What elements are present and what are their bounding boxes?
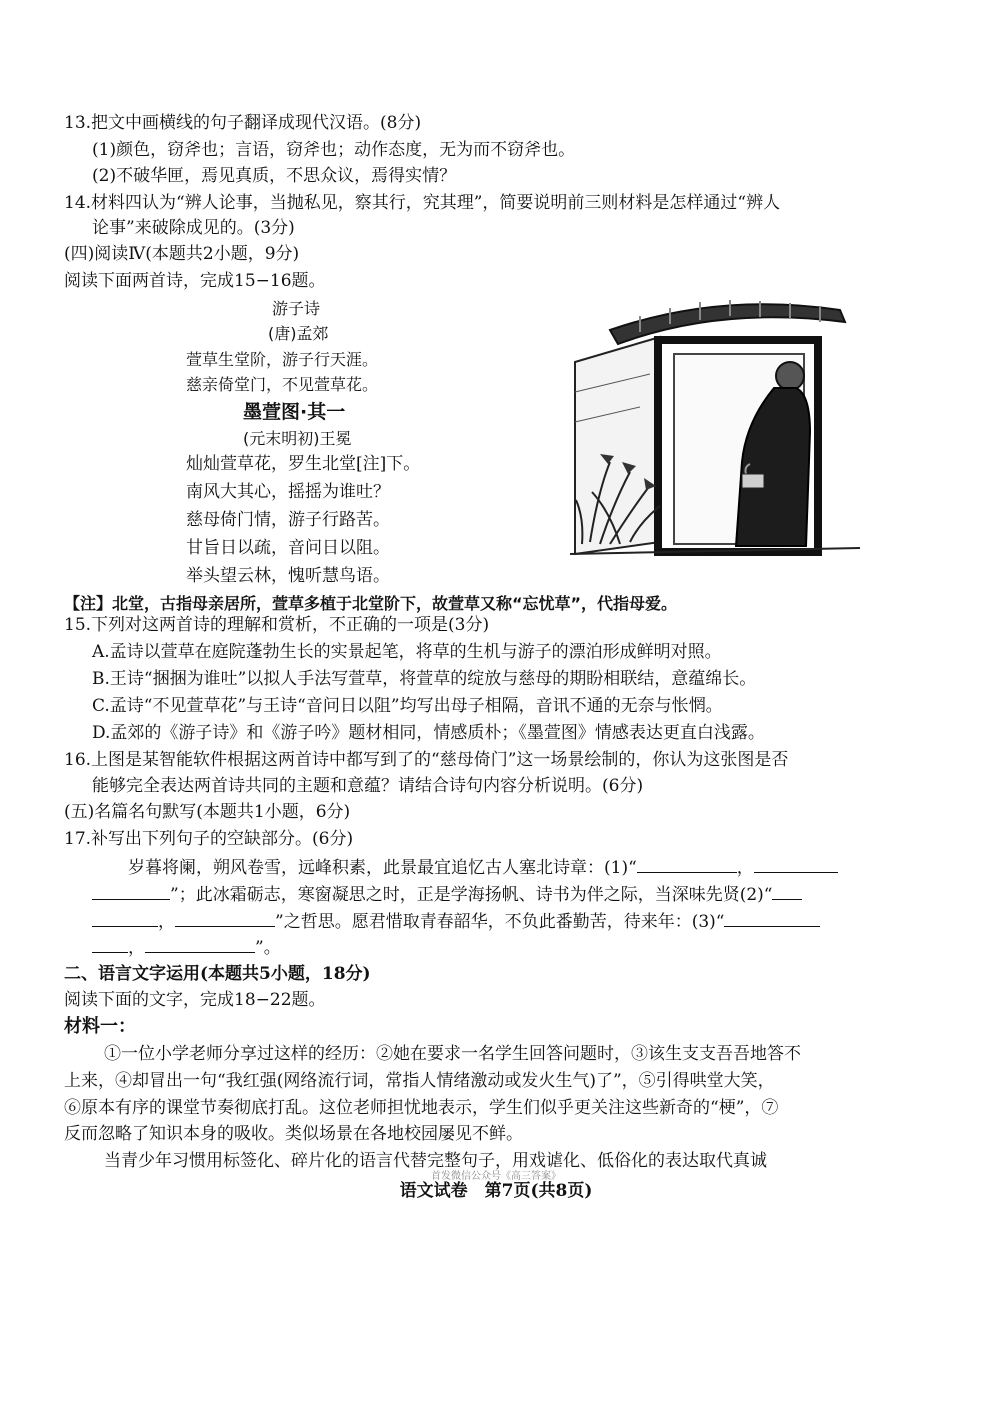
blank-2a-start[interactable] [772, 883, 802, 900]
poem1-author: (唐)孟郊 [268, 324, 329, 343]
q16-line-1: 16.上图是某智能软件根据这两首诗中都写到了的“慈母倚门”这一场景绘制的，你认为这张图是否 [64, 750, 789, 770]
material1-p1-line-3: ⑥原本有序的课堂节奏彻底打乱。这位老师担忧地表示，学生们似乎更关注这些新奇的“梗”，⑦ [64, 1098, 779, 1118]
q17-stem: 17.补写出下列句子的空缺部分。(6分) [64, 829, 354, 849]
q17-comma-3: ， [128, 938, 145, 958]
material1-p2-line-1: 当青少年习惯用标签化、碎片化的语言代替完整句子，用戏谑化、低俗化的表达取代真诚 [104, 1151, 767, 1171]
poem2-title: 墨萱图·其一 [243, 401, 346, 423]
q17-text-1: 岁暮将阑，朔风卷雪，远峰积素，此景最宜追忆古人塞北诗章：(1)“ [128, 858, 637, 878]
q15-stem: 15.下列对这两首诗的理解和赏析，不正确的一项是(3分) [64, 615, 490, 635]
material1-p1-line-2: 上来，④却冒出一句“我红强(网络流行词，常指人情绪激动或发火生气)了”，⑤引得哄堂大笑， [64, 1071, 775, 1091]
q17-line-1 [128, 856, 838, 879]
blank-1b-start[interactable] [754, 856, 838, 873]
q17-text-3: ”之哲思。愿君惜取青春韶华，不负此番勤苦，待来年：(3)“ [275, 912, 725, 932]
poem1-line-1: 萱草生堂阶，游子行天涯。 [186, 350, 379, 369]
poem1-line-2: 慈亲倚堂门，不见萱草花。 [186, 375, 379, 394]
blank-3a-start[interactable] [724, 910, 820, 927]
poem2-line-1: 灿灿萱草花，罗生北堂[注]下。 [186, 454, 421, 474]
blank-2a-end[interactable] [92, 910, 158, 927]
blank-3b[interactable] [145, 936, 255, 953]
part5-header: (五)名篇名句默写(本题共1小题，6分) [64, 802, 351, 822]
q17-line-3 [92, 910, 820, 933]
part4-header: (四)阅读Ⅳ(本题共2小题，9分) [64, 244, 300, 264]
poem2-line-4: 甘旨日以疏，音问日以阻。 [186, 538, 390, 558]
q17-comma-1: ， [736, 858, 754, 878]
q13-stem: 13.把文中画横线的句子翻译成现代汉语。(8分) [64, 113, 422, 133]
q17-text-2: ”；此冰霜砺志，寒窗凝思之时，正是学海扬帆、诗书为伴之际，当深味先贤(2)“ [170, 885, 773, 905]
poem2-line-2: 南风大其心，摇摇为谁吐？ [186, 482, 390, 502]
q15-option-b: B.王诗“捆捆为谁吐”以拟人手法写萱草，将萱草的绽放与慈母的期盼相联结，意蕴绵长。 [92, 669, 757, 689]
q17-line-2 [92, 883, 802, 906]
q13-sentence-1: (1)颜色，窃斧也；言语，窃斧也；动作态度，无为而不窃斧也。 [92, 140, 576, 160]
q13-sentence-2: (2)不破华匣，焉见真质，不思众议，焉得实情？ [92, 166, 457, 186]
poem2-line-5: 举头望云林，愧听慧鸟语。 [186, 566, 390, 586]
poem1-title: 游子诗 [272, 299, 321, 318]
q17-line-4 [92, 936, 281, 959]
q14-line-1: 14.材料四认为“辨人论事，当抛私见，察其行，究其理”，简要说明前三则材料是怎样通过“辨人 [64, 193, 781, 213]
q14-line-2: 论事”来破除成见的。(3分) [92, 218, 295, 238]
blank-1a[interactable] [637, 856, 737, 873]
blank-2b[interactable] [175, 910, 275, 927]
blank-3a-end[interactable] [92, 936, 128, 953]
poem-note: 【注】北堂，古指母亲居所，萱草多植于北堂阶下，故萱草又称“忘忧草”，代指母爱。 [64, 594, 678, 613]
material1-p1-line-1: ①一位小学老师分享过这样的经历：②她在要求一名学生回答问题时，③该生支支吾吾地答不 [104, 1044, 801, 1064]
q16-line-2: 能够完全表达两首诗共同的主题和意蕴？请结合诗句内容分析说明。(6分) [92, 776, 644, 796]
q17-text-4: ”。 [255, 938, 281, 958]
watermark: 首发微信公众号《高三答案》 [431, 1171, 561, 1182]
part2-header: 二、语言文字运用(本题共5小题，18分) [64, 964, 371, 984]
q15-option-d: D.孟郊的《游子诗》和《游子吟》题材相同，情感质朴；《墨萱图》情感表达更直白浅露。 [92, 723, 765, 743]
page-footer: 语文试卷 第7页(共8页) [399, 1181, 593, 1201]
material1-label: 材料一： [64, 1016, 136, 1037]
blank-1b-end[interactable] [92, 883, 170, 900]
part4-intro: 阅读下面两首诗，完成15−16题。 [64, 271, 326, 291]
q15-option-a: A.孟诗以萱草在庭院蓬勃生长的实景起笔，将草的生机与游子的漂泊形成鲜明对照。 [92, 642, 722, 662]
q15-option-c: C.孟诗“不见萱草花”与王诗“音问日以阻”均写出母子相隔，音讯不通的无奈与怅惘。 [92, 696, 723, 716]
poem2-author: (元末明初)王冕 [243, 429, 352, 448]
q17-comma-2: ， [158, 912, 175, 932]
mother-at-door-illustration [570, 292, 860, 564]
poem2-line-3: 慈母倚门情，游子行路苦。 [186, 510, 390, 530]
material1-p1-line-4: 反而忽略了知识本身的吸收。类似场景在各地校园屡见不鲜。 [64, 1124, 523, 1144]
part2-intro: 阅读下面的文字，完成18−22题。 [64, 990, 326, 1010]
